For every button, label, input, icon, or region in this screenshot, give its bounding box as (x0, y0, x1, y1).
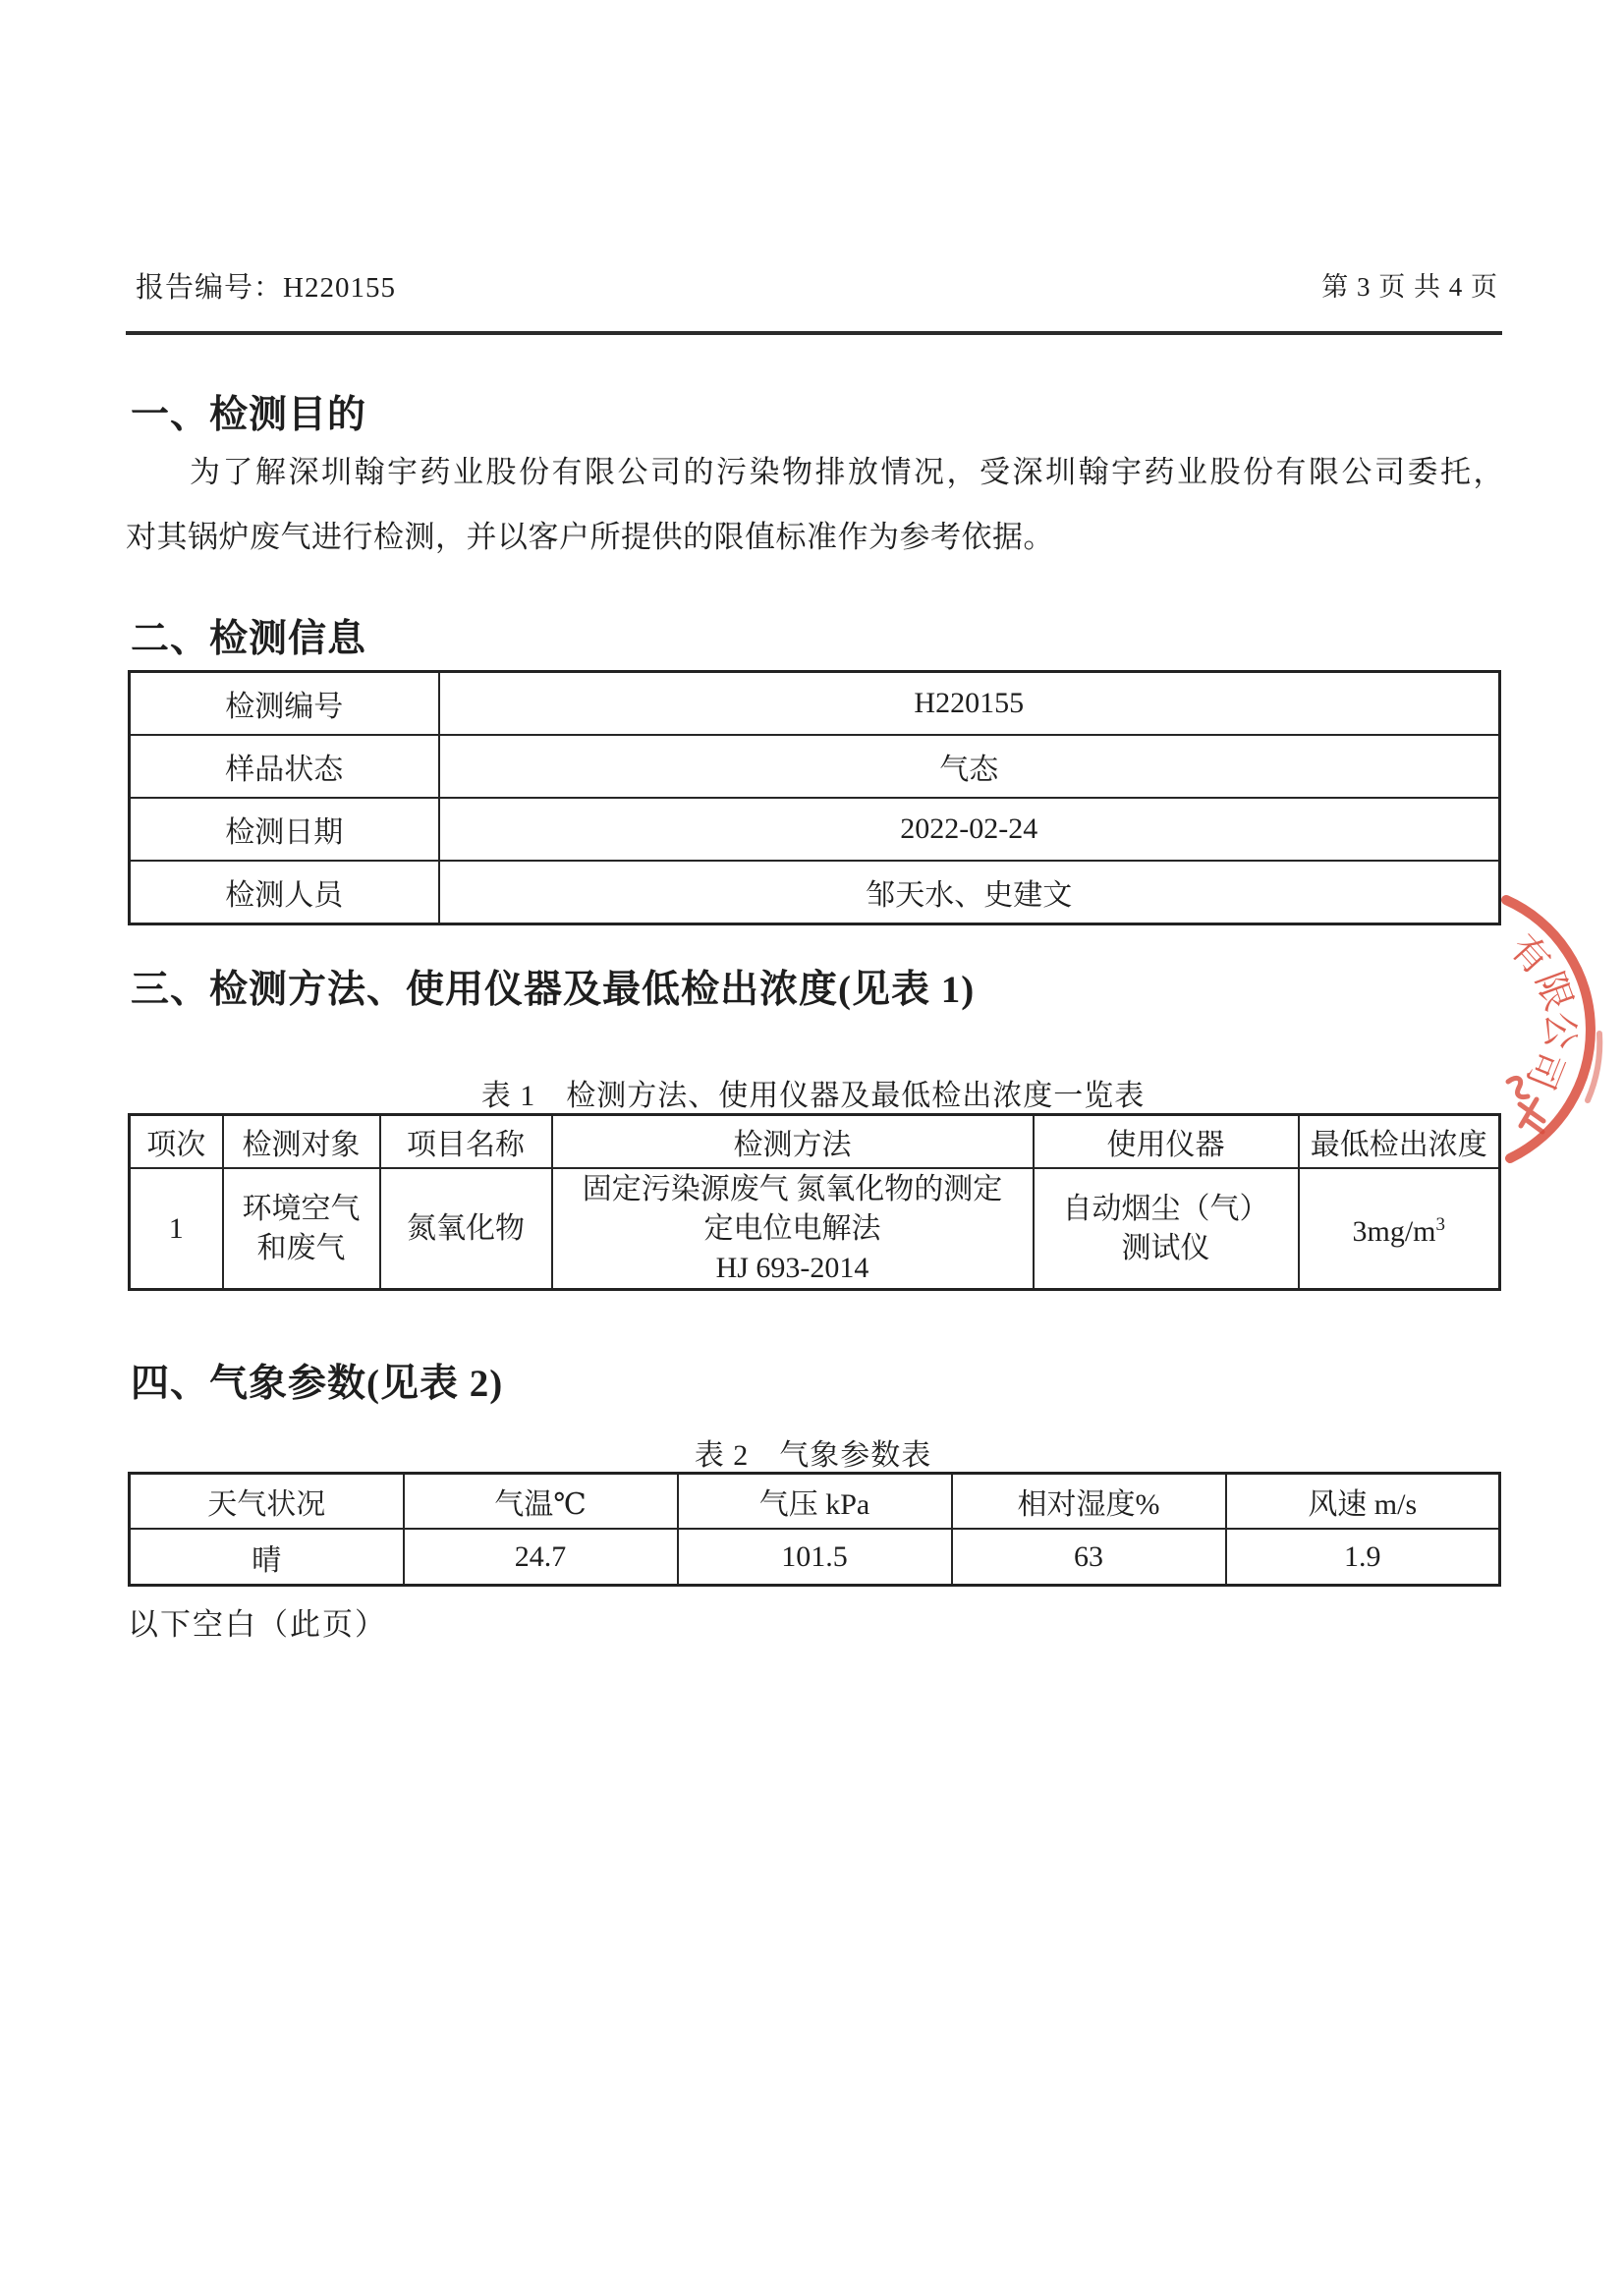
table-header-row (130, 1115, 1500, 1169)
col-header-instrument: 使用仪器 (1034, 1115, 1299, 1169)
seal-char-gong: 公 (1538, 1011, 1581, 1050)
cell-target-line1: 环境空气 (242, 1192, 361, 1225)
limit-value: 3mg/m (1352, 1215, 1436, 1248)
col-header-target: 检测对象 (223, 1115, 380, 1169)
info-label: 样品状态 (130, 735, 439, 798)
col-header-limit: 最低检出浓度 (1299, 1115, 1500, 1169)
info-value: 气态 (439, 735, 1500, 798)
cell-target (223, 1168, 380, 1290)
section3-title: 三、检测方法、使用仪器及最低检出浓度(见表 1) (131, 969, 976, 1011)
cell-pressure: 101.5 (678, 1529, 952, 1586)
cell-instrument-line1: 自动烟尘（气） (1062, 1192, 1269, 1225)
info-value: 邹天水、史建文 (439, 861, 1500, 924)
test-info-table (128, 670, 1501, 925)
table-row (130, 1168, 1500, 1290)
cell-weather: 晴 (130, 1529, 404, 1586)
table-row (130, 672, 1500, 736)
col-header-method: 检测方法 (552, 1115, 1034, 1169)
weather-table (128, 1472, 1501, 1587)
cell-humidity: 63 (952, 1529, 1226, 1586)
col-header-pressure: 气压 kPa (678, 1474, 952, 1530)
cell-item: 氮氧化物 (380, 1168, 552, 1290)
blank-below-note: 以下空白（此页） (128, 1607, 387, 1642)
info-value: H220155 (439, 672, 1500, 736)
section1-title: 一、检测目的 (131, 394, 367, 436)
col-header-windspeed: 风速 m/s (1226, 1474, 1500, 1530)
table-row (130, 861, 1500, 924)
cell-detection-limit (1299, 1168, 1500, 1290)
table-header-row (130, 1474, 1500, 1530)
seal-char-you: 有 (1501, 926, 1558, 983)
limit-superscript: 3 (1435, 1214, 1445, 1235)
cell-method-line1: 固定污染源废气 氮氧化物的测定 (582, 1172, 1003, 1205)
page-indicator: 第 3 页 共 4 页 (1321, 272, 1498, 302)
purpose-paragraph-line2: 对其锅炉废气进行检测，并以客户所提供的限值标准作为参考依据。 (126, 520, 1054, 554)
table-row (130, 1529, 1500, 1586)
info-value: 2022-02-24 (439, 798, 1500, 861)
cell-method-line2: 定电位电解法 (703, 1211, 881, 1245)
seal-partial-glyph (1508, 1078, 1543, 1132)
col-header-index: 项次 (130, 1115, 223, 1169)
col-header-humidity: 相对湿度% (952, 1474, 1226, 1530)
cell-method (552, 1168, 1034, 1290)
seal-arc (1506, 900, 1591, 1158)
method-instrument-table (128, 1113, 1501, 1291)
header-rule (126, 331, 1502, 335)
cell-target-line2: 和废气 (256, 1231, 346, 1264)
table1-caption: 表 1 检测方法、使用仪器及最低检出浓度一览表 (480, 1080, 1146, 1112)
cell-temperature: 24.7 (404, 1529, 678, 1586)
cell-instrument (1034, 1168, 1299, 1290)
col-header-item: 项目名称 (380, 1115, 552, 1169)
cell-windspeed: 1.9 (1226, 1529, 1500, 1586)
info-label: 检测日期 (130, 798, 439, 861)
cell-index: 1 (130, 1168, 223, 1290)
report-number: 报告编号：H220155 (136, 272, 396, 304)
purpose-paragraph-line1: 为了解深圳翰宇药业股份有限公司的污染物排放情况，受深圳翰宇药业股份有限公司委托， (190, 455, 1506, 489)
info-label: 检测编号 (130, 672, 439, 736)
seal-char-si: 司 (1518, 1044, 1571, 1095)
cell-method-line3: HJ 693-2014 (715, 1251, 869, 1284)
seal-char-xian: 限 (1527, 966, 1580, 1017)
section4-title: 四、气象参数(见表 2) (131, 1363, 504, 1405)
col-header-weather: 天气状况 (130, 1474, 404, 1530)
section2-title: 二、检测信息 (131, 618, 367, 660)
col-header-temperature: 气温℃ (404, 1474, 678, 1530)
table-row (130, 735, 1500, 798)
table-row (130, 798, 1500, 861)
cell-instrument-line2: 测试仪 (1121, 1231, 1210, 1264)
info-label: 检测人员 (130, 861, 439, 924)
table2-caption: 表 2 气象参数表 (694, 1439, 932, 1472)
seal-arc-smudge (1588, 1034, 1599, 1100)
